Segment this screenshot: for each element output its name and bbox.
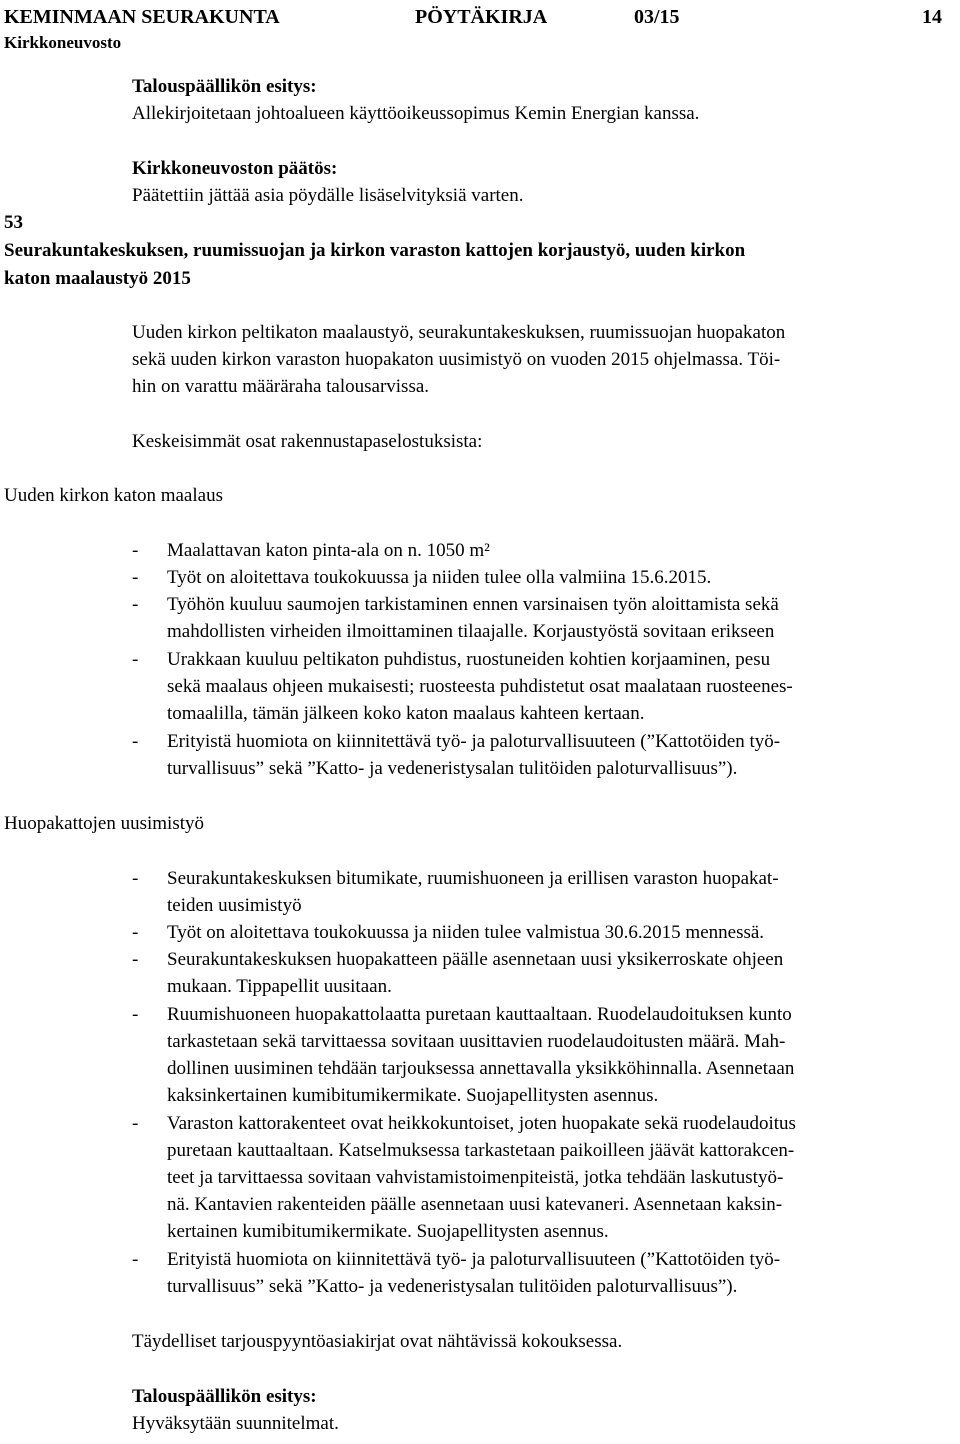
list-item: Työt on aloitettava toukokuussa ja niiden tulee valmistua 30.6.2015 mennessä. [167, 922, 765, 943]
list-dash: - [132, 1113, 139, 1134]
list-dash: - [132, 567, 139, 588]
list-item: Työhön kuuluu saumojen tarkistaminen ennen varsinaisen työn aloittamista sekä [167, 594, 779, 615]
list-item-cont: tomaalilla, tämän jälkeen koko katon maalaus kahteen kertaan. [167, 703, 645, 724]
documents-note: Täydelliset tarjouspyyntöasiakirjat ovat nähtävissä kokouksessa. [132, 1331, 623, 1352]
doc-number: 03/15 [634, 6, 680, 28]
list-item-cont: tarkastetaan sekä tarvittaessa sovitaan uusittavien ruodelaudoitusten määrä. Mah- [167, 1031, 786, 1052]
list-dash: - [132, 649, 139, 670]
list-item-cont: mukaan. Tippapellit uusitaan. [167, 976, 392, 997]
list-dash: - [132, 594, 139, 615]
list-item: Erityistä huomiota on kiinnitettävä työ- ja paloturvallisuuteen (”Kattotöiden työ- [167, 731, 781, 752]
intro-line: Uuden kirkon peltikaton maalaustyö, seurakuntakeskuksen, ruumissuojan huopakaton [132, 322, 786, 343]
list-dash: - [132, 1004, 139, 1025]
page-number: 14 [922, 6, 942, 28]
item-title-line: katon maalaustyö 2015 [4, 268, 191, 289]
list-item-cont: turvallisuus” sekä ”Katto- ja vedeneristysalan tulitöiden paloturvallisuus”). [167, 758, 738, 779]
list-item-cont: mahdollisten virheiden ilmoittaminen tilaajalle. Korjaustyöstä sovitaan erikseen [167, 621, 775, 642]
list-item-cont: puretaan kauttaaltaan. Katselmuksessa tarkastetaan paikoilleen jäävät kattorakcen- [167, 1140, 795, 1161]
doc-type: PÖYTÄKIRJA [415, 6, 548, 28]
list-item-cont: kaksinkertainen kumibitumikermikate. Suojapellitysten asennus. [167, 1085, 659, 1106]
org-name: KEMINMAAN SEURAKUNTA [4, 6, 280, 28]
prev-proposal-heading: Talouspäällikön esitys: [132, 76, 317, 97]
list-item-cont: kertainen kumibitumikermikate. Suojapellitysten asennus. [167, 1221, 609, 1242]
list-dash: - [132, 949, 139, 970]
prev-decision-text: Päätettiin jättää asia pöydälle lisäselvityksiä varten. [132, 185, 524, 206]
list-item: Urakkaan kuuluu peltikaton puhdistus, ruostuneiden kohtien korjaaminen, pesu [167, 649, 771, 670]
list-item: Maalattavan katon pinta-ala on n. 1050 m² [167, 540, 490, 561]
list-dash: - [132, 922, 139, 943]
list-item: Varaston kattorakenteet ovat heikkokuntoiset, joten huopakate sekä ruodelaudoitus [167, 1113, 796, 1134]
prev-decision-heading: Kirkkoneuvoston päätös: [132, 158, 338, 179]
section-label-felt-roofs: Huopakattojen uusimistyö [4, 813, 205, 834]
item-number: 53 [4, 212, 23, 233]
list-dash: - [132, 868, 139, 889]
list-item-cont: dollinen uusiminen tehdään tarjouksessa annettavalla yksikköhinnalla. Asennetaan [167, 1058, 795, 1079]
list-item-cont: nä. Kantavien rakenteiden päälle asennetaan uusi katevaneri. Asennetaan kaksin- [167, 1194, 783, 1215]
list-item-cont: sekä maalaus ohjeen mukaisesti; ruosteesta puhdistetut osat maalataan ruosteenes- [167, 676, 793, 697]
proposal-text: Hyväksytään suunnitelmat. [132, 1413, 339, 1434]
list-item: Seurakuntakeskuksen huopakatteen päälle asennetaan uusi yksikerroskate ohjeen [167, 949, 784, 970]
list-item-cont: teiden uusimistyö [167, 895, 302, 916]
list-item: Työt on aloitettava toukokuussa ja niiden tulee olla valmiina 15.6.2015. [167, 567, 712, 588]
list-item: Ruumishuoneen huopakattolaatta puretaan kauttaaltaan. Ruodelaudoituksen kunto [167, 1004, 792, 1025]
key-parts-heading: Keskeisimmät osat rakennustapaselostuksista: [132, 431, 483, 452]
prev-proposal-text: Allekirjoitetaan johtoalueen käyttöoikeussopimus Kemin Energian kanssa. [132, 103, 700, 124]
list-dash: - [132, 540, 139, 561]
list-dash: - [132, 1249, 139, 1270]
intro-line: sekä uuden kirkon varaston huopakaton uusimistyö on vuoden 2015 ohjelmassa. Töi- [132, 349, 781, 370]
list-item-cont: teet ja tarvittaessa sovitaan vahvistamistoimenpiteistä, jotka tehdään laskutustyö- [167, 1167, 784, 1188]
body-name: Kirkkoneuvosto [4, 33, 122, 52]
list-item: Seurakuntakeskuksen bitumikate, ruumishuoneen ja erillisen varaston huopakat- [167, 868, 779, 889]
item-title-line: Seurakuntakeskuksen, ruumissuojan ja kirkon varaston kattojen korjaustyö, uuden kirkon [4, 240, 746, 261]
list-dash: - [132, 731, 139, 752]
intro-line: hin on varattu määräraha talousarvissa. [132, 376, 430, 397]
list-item-cont: turvallisuus” sekä ”Katto- ja vedeneristysalan tulitöiden paloturvallisuus”). [167, 1276, 738, 1297]
proposal-heading: Talouspäällikön esitys: [132, 1386, 317, 1407]
list-item: Erityistä huomiota on kiinnitettävä työ- ja paloturvallisuuteen (”Kattotöiden työ- [167, 1249, 781, 1270]
section-label-roof-painting: Uuden kirkon katon maalaus [4, 485, 223, 506]
